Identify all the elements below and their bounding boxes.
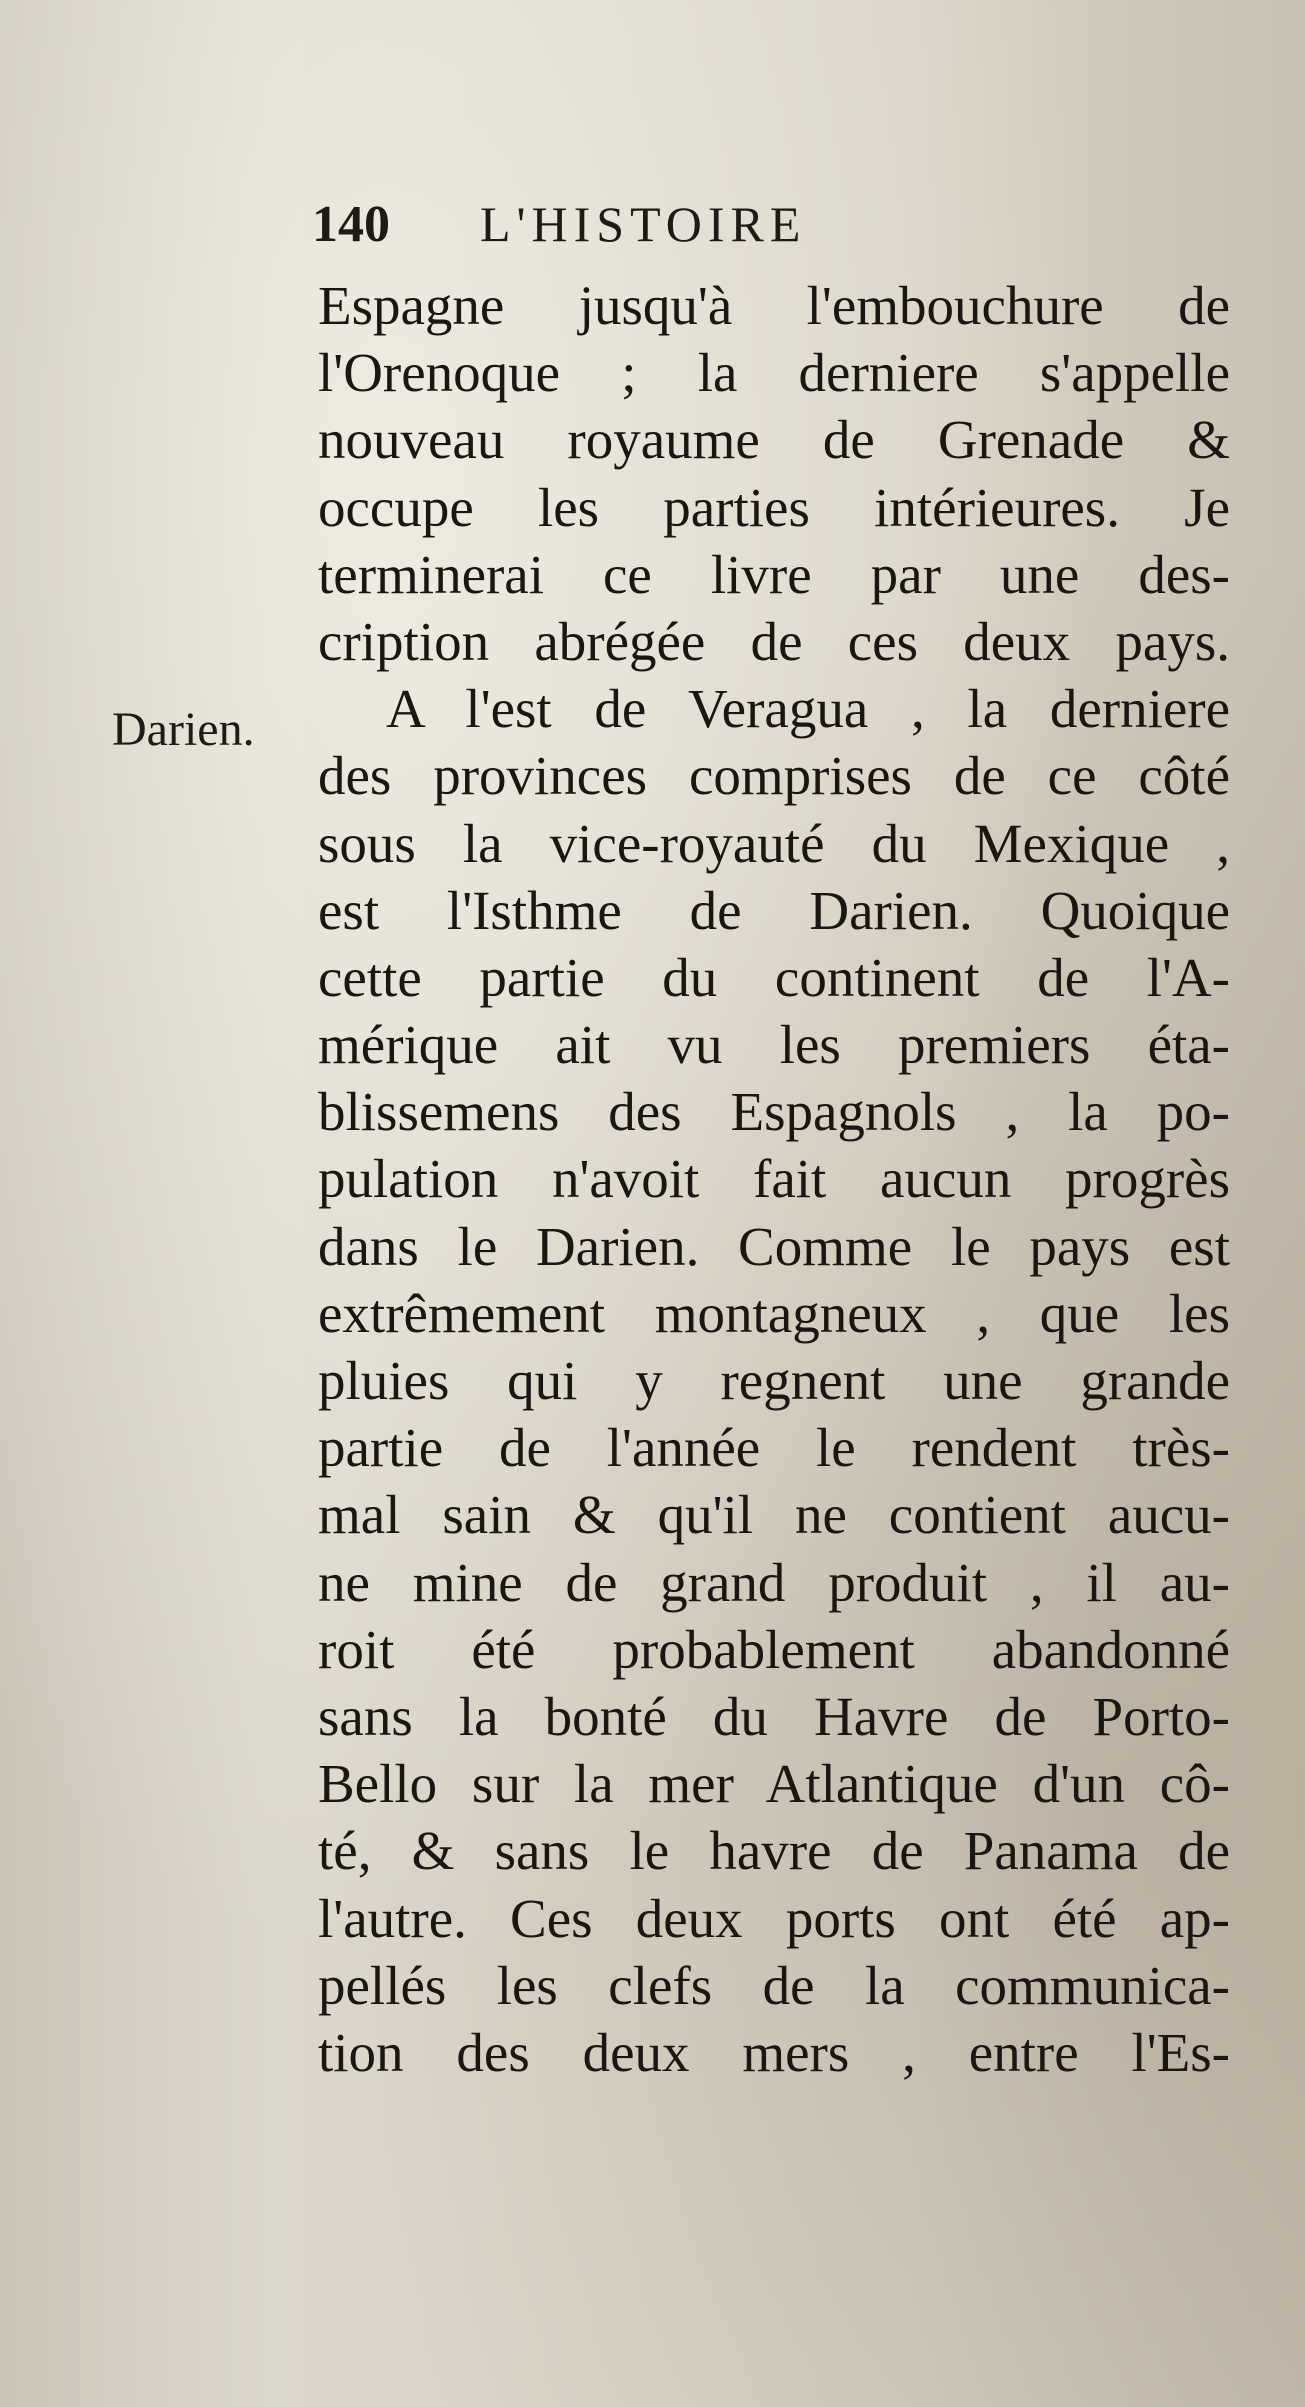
text-line: pluies qui y regnent une grande — [318, 1350, 1230, 1411]
text-line: extrêmement montagneux , que les — [318, 1282, 1230, 1344]
running-head — [312, 195, 806, 265]
margin-note: Darien. — [112, 703, 255, 756]
text-line: des provinces comprises de ce côté — [318, 745, 1230, 807]
text-line: sous la vice-royauté du Mexique , — [318, 812, 1230, 874]
body-text — [318, 272, 1230, 2086]
text-line: mal sain & qu'il ne contient aucu- — [318, 1484, 1230, 1546]
text-line: terminerai ce livre par une des- — [318, 543, 1230, 605]
text-line: partie de l'année le rendent très- — [318, 1417, 1230, 1479]
text-line: l'Orenoque ; la derniere s'appelle — [318, 342, 1230, 404]
text-line: occupe les parties intérieures. Je — [318, 476, 1230, 538]
text-line: cription abrégée de ces deux pays. — [318, 610, 1230, 672]
text-line: té, & sans le havre de Panama de — [318, 1820, 1230, 1882]
text-line: dans le Darien. Comme le pays est — [318, 1215, 1230, 1277]
text-line: est l'Isthme de Darien. Quoique — [318, 879, 1230, 941]
text-line: cette partie du continent de l'A- — [318, 946, 1230, 1008]
text-line: Espagne jusqu'à l'embouchure de — [318, 275, 1230, 336]
text-line: tion des deux mers , entre l'Es- — [318, 2021, 1230, 2083]
text-line: ne mine de grand produit , il au- — [318, 1551, 1230, 1613]
text-line: Bello sur la mer Atlantique d'un cô- — [318, 1753, 1230, 1815]
text-line: pulation n'avoit fait aucun progrès — [318, 1148, 1230, 1210]
text-line: nouveau royaume de Grenade & — [318, 409, 1230, 471]
text-line: l'autre. Ces deux ports ont été ap- — [318, 1887, 1230, 1949]
running-head-title: L'HISTOIRE — [480, 196, 807, 252]
text-line: mérique ait vu les premiers éta- — [318, 1014, 1230, 1076]
text-line: roit été probablement abandonné — [318, 1618, 1230, 1680]
text-line: blissemens des Espagnols , la po- — [318, 1081, 1230, 1143]
text-line: sans la bonté du Havre de Porto- — [318, 1685, 1230, 1747]
paragraph-start-line: A l'est de Veragua , la derniere — [386, 678, 1230, 740]
page-number: 140 — [312, 196, 390, 253]
text-line: pellés les clefs de la communica- — [318, 1954, 1230, 2016]
